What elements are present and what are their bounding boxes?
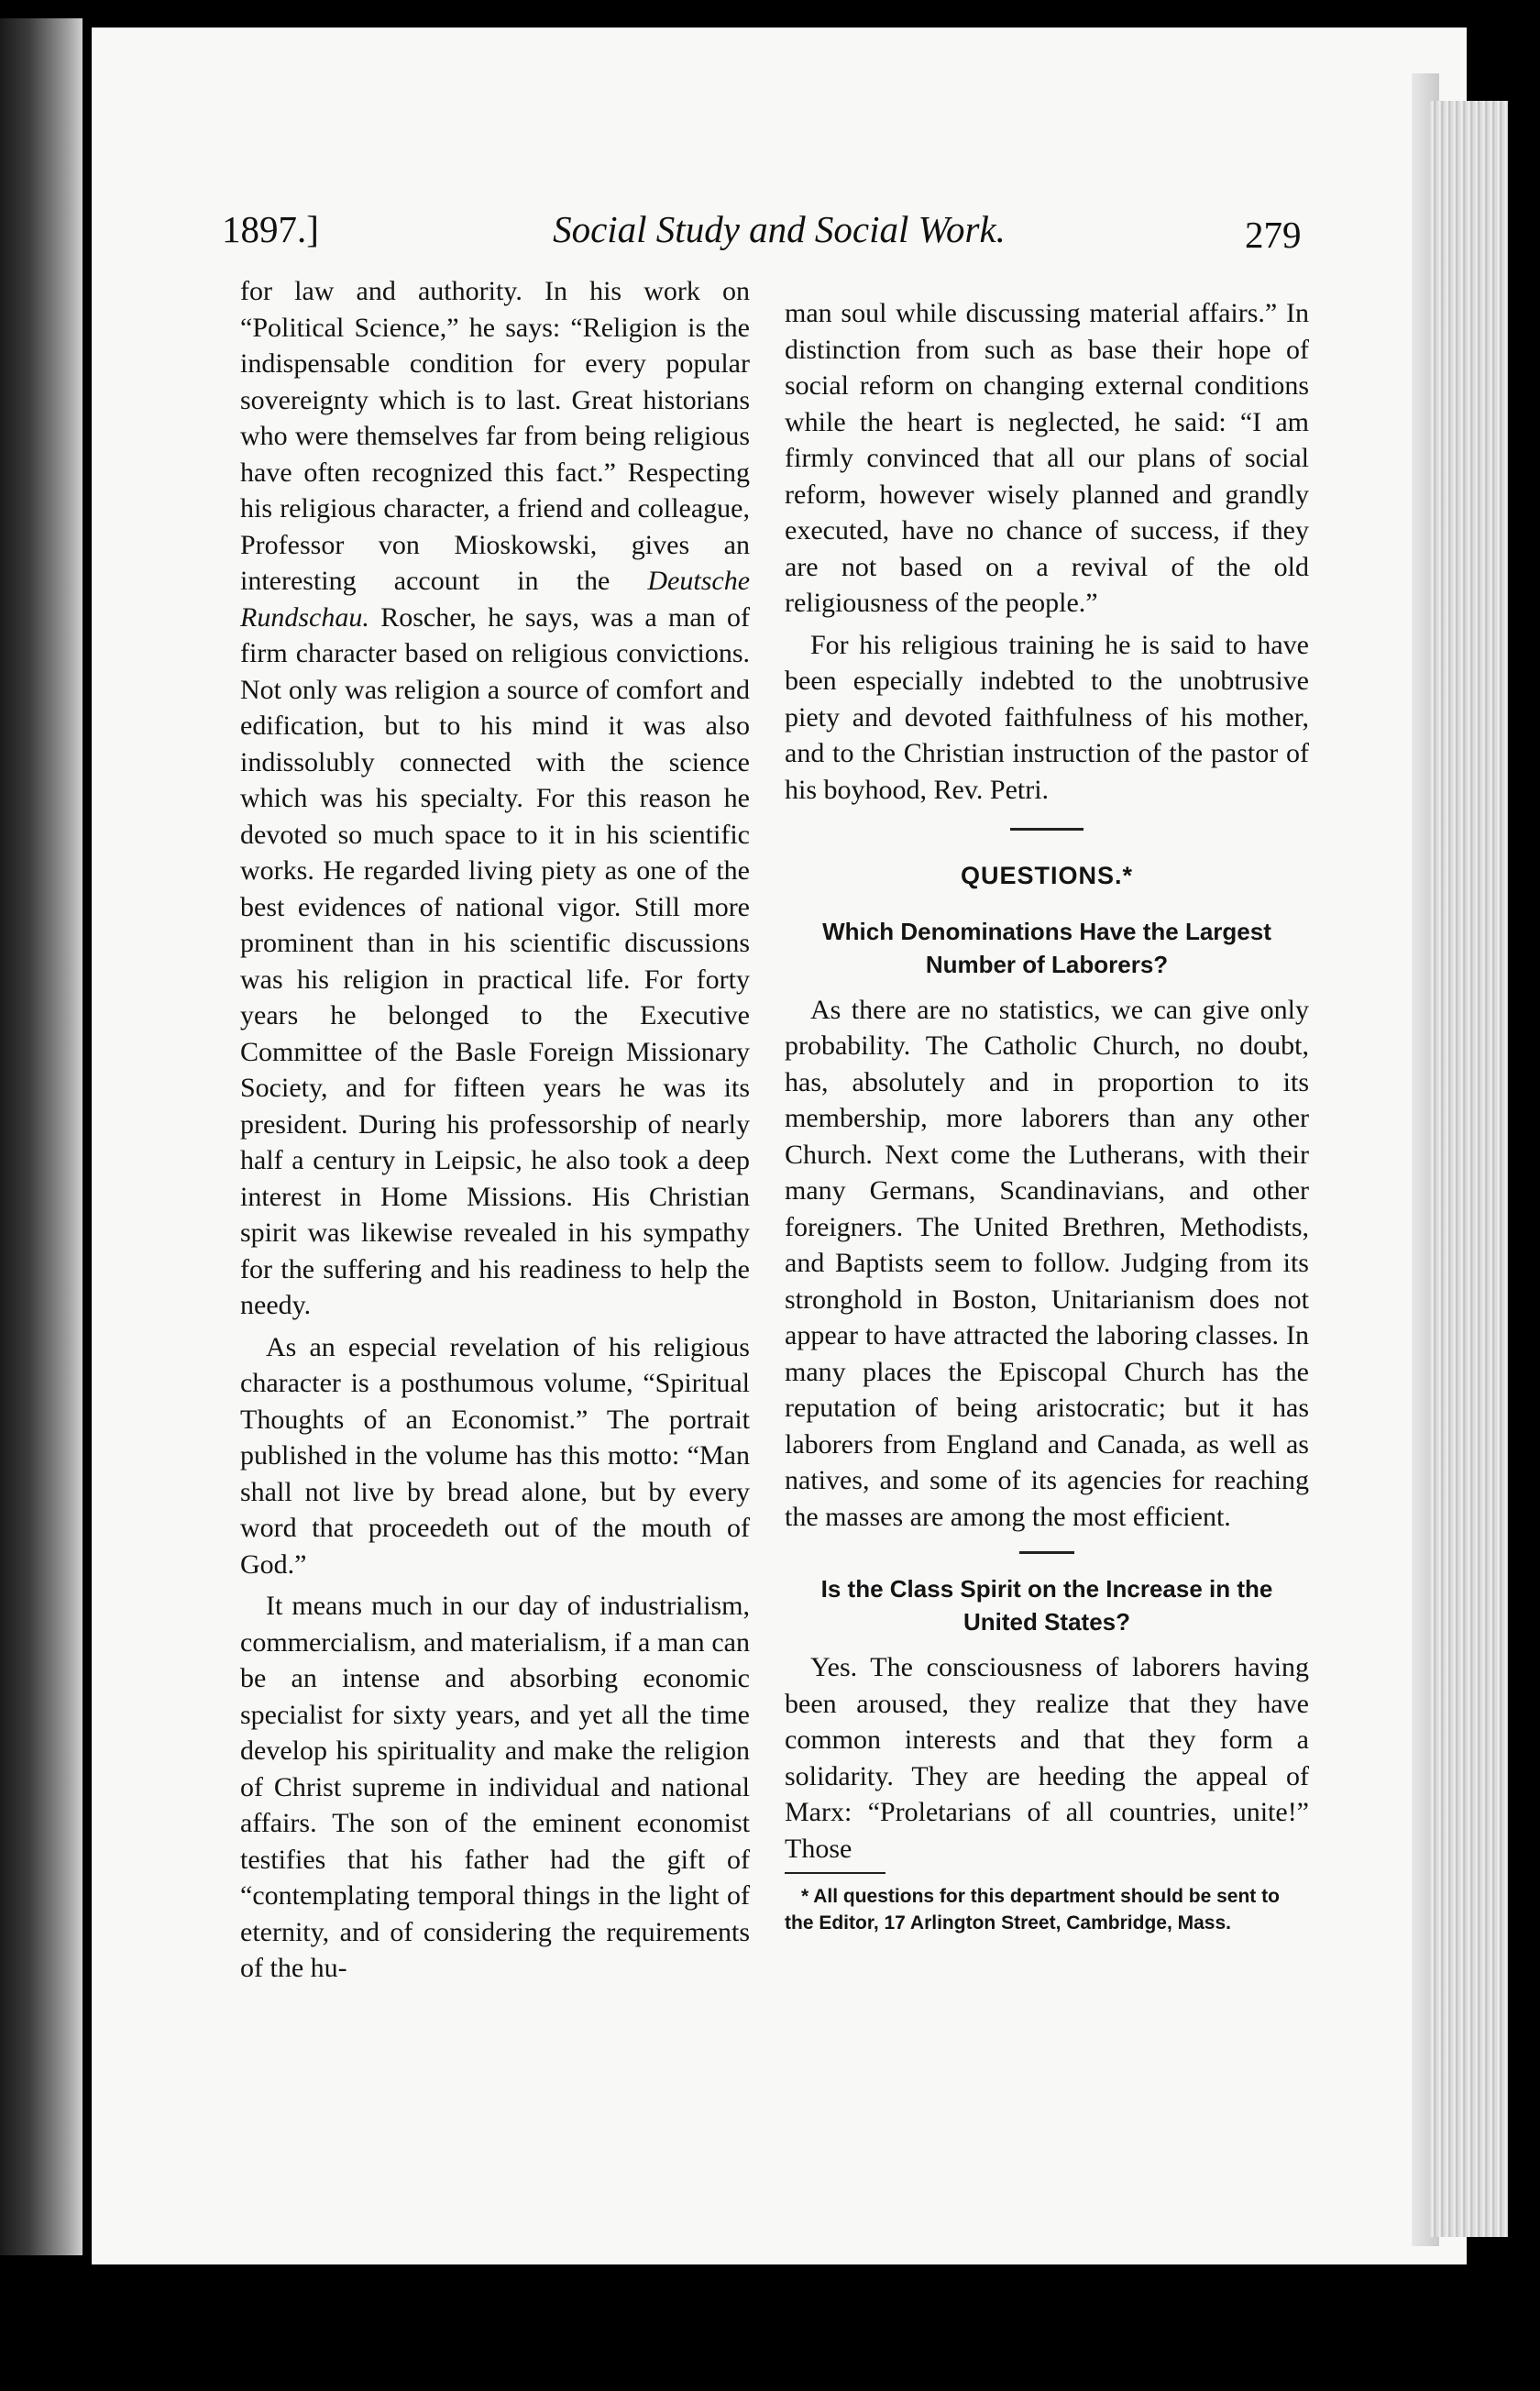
left-column — [240, 273, 750, 1987]
left-paragraph-1: for law and authority. In his work on “Political Science,” he says: “Religion is the indispensable condition for every popular sovereignty which is to last. Great historians who were themselves far from being religious have often recognized this fact.” Respecting his religious character, a friend and colleague, Professor von Mioskowski, gives an interesting account in the Deutsche Rundschau. Roscher, he says, was a man of firm character based on religious convictions. Not only was religion a source of comfort and edification, but to his mind it was also indissolubly connected with the science which was his specialty. For this reason he devoted so much space to it in his scientific works. He regarded living piety as one of the best evidences of national vigor. Still more prominent than in his scientific discussions was his religion in practical life. For forty years he belonged to the Executive Committee of the Basle Foreign Missionary Society, and for fifteen years he was its president. During his professorship of nearly half a century in Leipsic, he also took a deep interest in Home Missions. His Christian spirit was likewise revealed in his sympathy for the suffering and his readiness to help the needy. — [240, 276, 751, 1320]
question-1-answer: As there are no statistics, we can give only probability. The Catholic Church, no doubt, has, absolutely and in proportion to its membership, more laborers than any other Church. Next come the Lutherans, with their many Germans, Scandinavians, and other foreigners. The United Brethren, Methodists, and Baptists seem to follow. Judging from its stronghold in Boston, Unitarianism does not appear to have attracted the laboring classes. In many places the Episcopal Church has the reputation of being aristocratic; but it has laborers from England and Canada, as well as natives, and some of its agencies for reaching the masses are among the most efficient. — [785, 994, 1309, 1532]
running-header — [0, 202, 1540, 266]
right-column — [785, 295, 1309, 1936]
question-2-answer: Yes. The consciousness of laborers having been aroused, they realize that they have common interests and that they form a solidarity. They are heeding the appeal of Marx: “Proletarians of all countries, unite!” Those — [785, 1652, 1309, 1864]
left-paragraph-3: It means much in our day of industrialism, commercialism, and materialism, if a man can be an intense and absorbing economic specialist for sixty years, and yet all the time develop his spirituality and make the religion of Christ supreme in individual and national affairs. The son of the eminent economist testifies that his father had the gift of “contemplating temporal things in the light of eternity, and of considering the requirements of the hu- — [240, 1591, 750, 1983]
page-stack-edge — [1430, 101, 1508, 2237]
question-divider — [1019, 1551, 1074, 1554]
right-paragraph-1: man soul while discussing material affairs.” In distinction from such as base their hope of social reform on changing external conditions while the heart is neglected, he said: “I am firmly convinced that all our plans of social reform, however wisely planned and grandly executed, have no chance of success, if they are not based on a revival of the old religiousness of the people.” — [785, 298, 1309, 618]
footnote-rule — [785, 1872, 886, 1874]
section-divider — [1010, 828, 1084, 831]
left-paragraph-2: As an especial revelation of his religious character is a posthumous volume, “Spiritual Thoughts of an Economist.” The portrait published in the volume has this motto: “Man shall not live by bread alone, but by every word that proceedeth out of the mouth of God.” — [240, 1331, 750, 1580]
header-year: 1897.] — [222, 208, 319, 250]
footnote: * All questions for this department should be sent to the Editor, 17 Arlington Street, Cambridge, Mass. — [785, 1886, 1280, 1934]
page-number: 279 — [1245, 214, 1302, 256]
header-title: Social Study and Social Work. — [553, 208, 1006, 250]
question-2-title: Is the Class Spirit on the Increase in the United States? — [820, 1575, 1273, 1636]
question-1-title: Which Denominations Have the Largest Number of Laborers? — [822, 917, 1271, 978]
right-paragraph-2: For his religious training he is said to have been especially indebted to the unobtrusive piety and devoted faithfulness of his mother, and to the Christian instruction of the pastor of his boyhood, Rev. Petri. — [785, 629, 1309, 805]
questions-heading: QUESTIONS.* — [960, 862, 1134, 889]
previous-page-edge — [0, 18, 82, 2255]
journal-title: Deutsche Rundschau. — [240, 566, 751, 633]
